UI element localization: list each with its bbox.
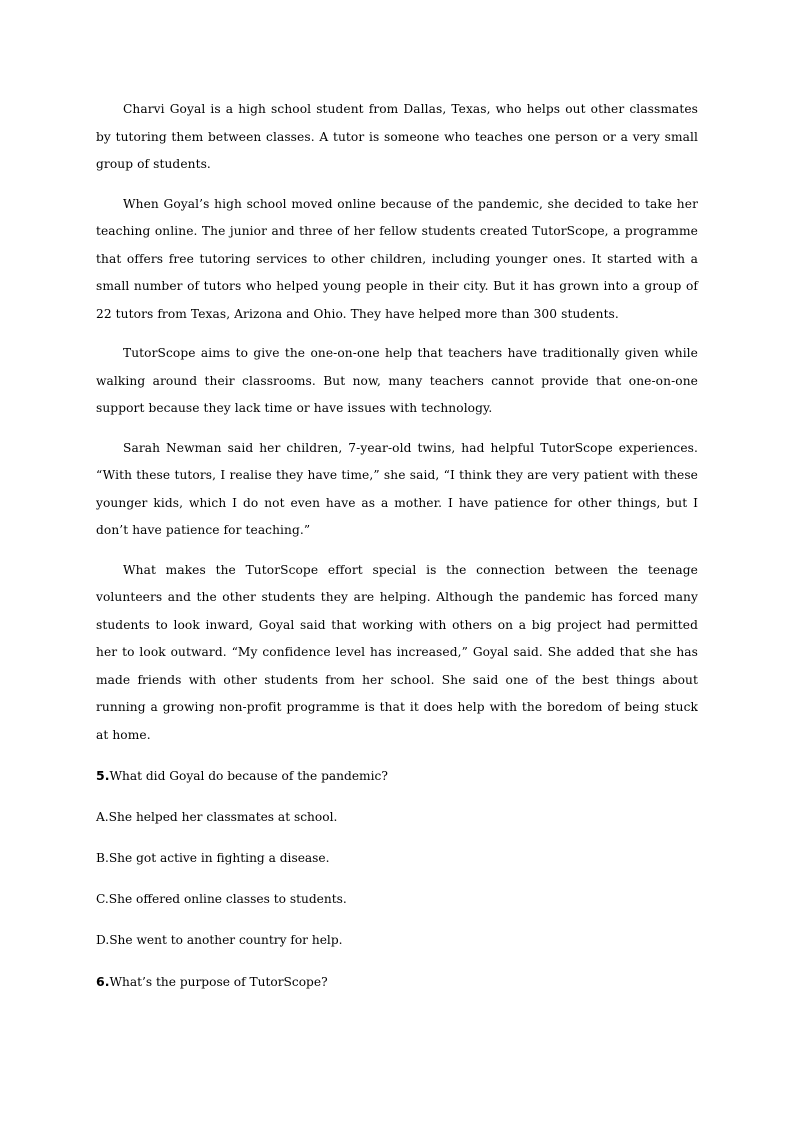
passage-paragraph-2: When Goyal’s high school moved online because of the pandemic, she decided to take her teaching online. The junior and three of her fellow students created TutorScope, a programme that offers free tutoring services to other children, including younger ones. It started with a small number of tutors who helped young people in their city. But it has grown into a group of 22 tutors from Texas, Arizona and Ohio. They have helped more than 300 students. — [96, 196, 698, 321]
document-page — [96, 96, 698, 1009]
passage-paragraph-5: What makes the TutorScope effort special is the connection between the teenage volunteers and the other students they are helping. Although the pandemic has forced many students to look inward, Goyal said that working with others on a big project had permitted her to look outward. “My confidence level has increased,” Goyal said. She added that she has made friends with other students from her school. She said one of the best things about running a growing non-profit programme is that it does help with the boredom of being stuck at home. — [96, 562, 698, 742]
question-text: What’s the purpose of TutorScope? — [109, 975, 328, 989]
question-number: 5. — [96, 768, 110, 783]
passage-paragraph-4: Sarah Newman said her children, 7-year-old twins, had helpful TutorScope experiences. “With these tutors, I realise they have time,” she said, “I think they are very patient with these younger kids, which I do not even have as a mother. I have patience for other things, but I don’t have patience for teaching.” — [96, 440, 698, 537]
option-d: D.She went to another country for help. — [96, 933, 343, 947]
passage-paragraph-3: TutorScope aims to give the one-on-one help that teachers have traditionally given while walking around their classrooms. But now, many teachers cannot provide that one-on-one support because they lack time or have issues with technology. — [96, 346, 698, 415]
option-a: A.She helped her classmates at school. — [96, 810, 338, 824]
passage-paragraph-1: Charvi Goyal is a high school student from Dallas, Texas, who helps out other classmates by tutoring them between classes. A tutor is someone who teaches one person or a very small group of students. — [96, 102, 698, 171]
question-6 — [96, 967, 698, 997]
option-c: C.She offered online classes to students. — [96, 892, 347, 906]
question-number: 6. — [96, 974, 110, 989]
question-5 — [96, 761, 698, 791]
question-text: What did Goyal do because of the pandemic? — [109, 769, 388, 783]
option-b: B.She got active in fighting a disease. — [96, 851, 330, 865]
